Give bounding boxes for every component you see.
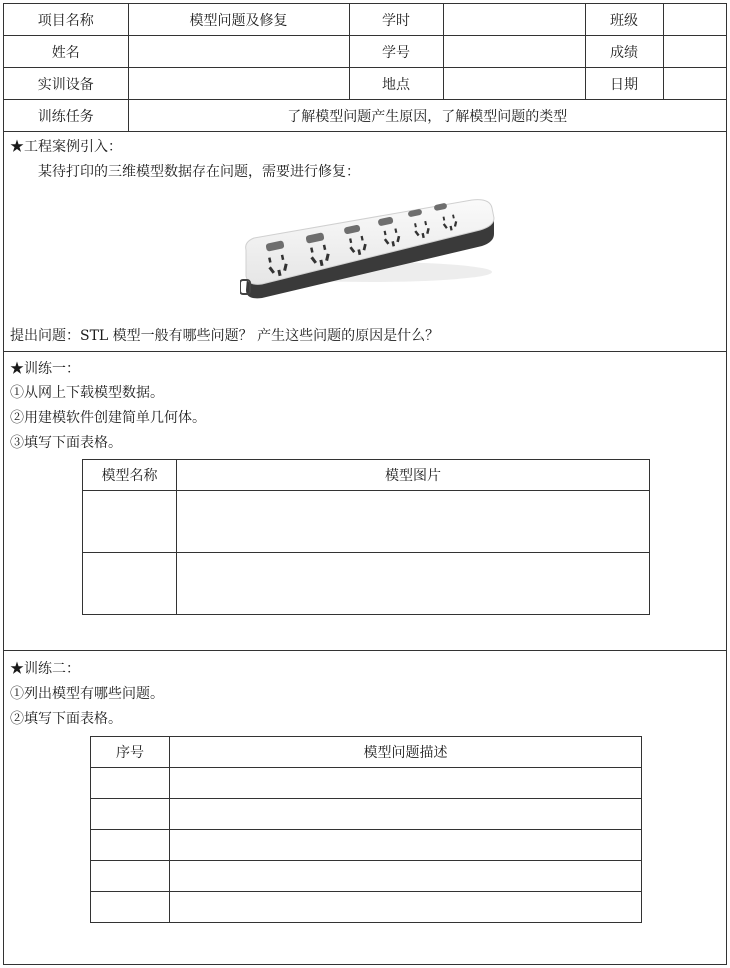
case-intro: 某待打印的三维模型数据存在问题，需要进行修复： [38, 164, 360, 180]
index-header: 序号 [91, 737, 170, 768]
model-image-header: 模型图片 [177, 460, 650, 491]
header-row [4, 4, 726, 36]
case-heading: ★工程案例引入： [10, 139, 122, 155]
header-row [4, 36, 726, 68]
header-table [4, 4, 726, 132]
task-value: 了解模型问题产生原因，了解模型问题的类型 [128, 100, 726, 132]
task-label: 训练任务 [4, 100, 128, 132]
description-header: 模型问题描述 [170, 737, 642, 768]
description-cell[interactable] [170, 799, 642, 830]
model-name-cell[interactable] [83, 491, 177, 553]
description-cell[interactable] [170, 861, 642, 892]
model-image-table [82, 459, 650, 615]
index-cell[interactable] [91, 830, 170, 861]
table-row [91, 768, 642, 799]
training2-step: ②填写下面表格。 [10, 711, 122, 727]
location-label: 地点 [349, 68, 443, 100]
table-row [83, 553, 650, 615]
location-value[interactable] [443, 68, 585, 100]
model-name-header: 模型名称 [83, 460, 177, 491]
project-value[interactable]: 模型问题及修复 [128, 4, 349, 36]
equipment-label: 实训设备 [4, 68, 128, 100]
training1-section [4, 352, 726, 651]
table-row [91, 892, 642, 923]
description-cell[interactable] [170, 830, 642, 861]
power-strip-image [240, 194, 496, 304]
table-header-row [83, 460, 650, 491]
header-row [4, 68, 726, 100]
table-header-row [91, 737, 642, 768]
table-row [83, 491, 650, 553]
date-label: 日期 [585, 68, 663, 100]
index-cell[interactable] [91, 892, 170, 923]
date-value[interactable] [663, 68, 726, 100]
training1-step: ②用建模软件创建简单几何体。 [10, 410, 206, 426]
training1-step: ③填写下面表格。 [10, 435, 122, 451]
table-row [91, 799, 642, 830]
hours-value[interactable] [443, 4, 585, 36]
table-row [91, 861, 642, 892]
equipment-value[interactable] [128, 68, 349, 100]
project-label: 项目名称 [4, 4, 128, 36]
description-cell[interactable] [170, 892, 642, 923]
index-cell[interactable] [91, 799, 170, 830]
case-section [4, 132, 726, 352]
name-label: 姓名 [4, 36, 128, 68]
class-label: 班级 [585, 4, 663, 36]
model-name-cell[interactable] [83, 553, 177, 615]
description-cell[interactable] [170, 768, 642, 799]
problem-table [90, 736, 642, 923]
table-row [91, 830, 642, 861]
student-id-value[interactable] [443, 36, 585, 68]
class-value[interactable] [663, 4, 726, 36]
training1-heading: ★训练一： [10, 361, 80, 377]
case-question: 提出问题：STL 模型一般有哪些问题？ 产生这些问题的原因是什么？ [10, 328, 440, 344]
worksheet [3, 3, 727, 965]
model-image-cell[interactable] [177, 491, 650, 553]
student-id-label: 学号 [349, 36, 443, 68]
training2-step: ①列出模型有哪些问题。 [10, 686, 164, 702]
score-value[interactable] [663, 36, 726, 68]
score-label: 成绩 [585, 36, 663, 68]
index-cell[interactable] [91, 861, 170, 892]
training2-section [4, 651, 726, 964]
name-value[interactable] [128, 36, 349, 68]
training1-step: ①从网上下载模型数据。 [10, 385, 164, 401]
training2-heading: ★训练二： [10, 661, 80, 677]
model-image-cell[interactable] [177, 553, 650, 615]
hours-label: 学时 [349, 4, 443, 36]
header-row [4, 100, 726, 132]
index-cell[interactable] [91, 768, 170, 799]
